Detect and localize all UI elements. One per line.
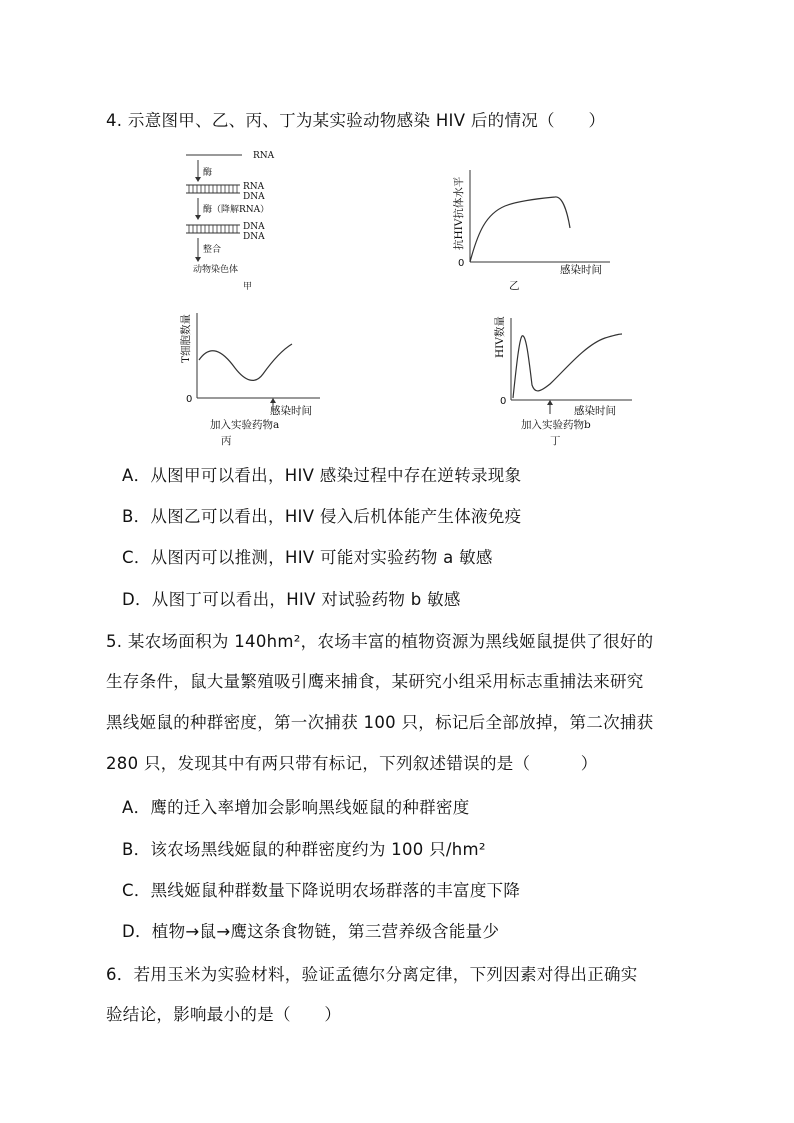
figure-ding-ylabel: HIV数量: [494, 316, 506, 358]
figure-bing-drug: 加入实验药物a: [210, 419, 280, 431]
integrate-label: 整合: [203, 245, 222, 255]
q5-stem-line-2: 生存条件，鼠大量繁殖吸引鹰来捕食，某研究小组采用标志重捕法来研究: [106, 672, 644, 691]
arrow-head-icon: [195, 215, 201, 220]
arrow-head-icon: [547, 400, 553, 405]
q5-option-d[interactable]: D．植物→鼠→鹰这条食物链，第三营养级含能量少: [122, 922, 500, 941]
hybrid-rungs: [189, 185, 237, 193]
q4-option-a[interactable]: A．从图甲可以看出，HIV 感染过程中存在逆转录现象: [122, 466, 522, 485]
hiv-curve: [513, 334, 622, 398]
antibody-curve: [470, 197, 570, 262]
q6-stem-line-2: 验结论，影响最小的是（ ）: [106, 1005, 342, 1024]
enzyme2-label: 酶（降解RNA）: [203, 205, 270, 215]
figure-bing-caption: 丙: [221, 435, 232, 447]
arrow-head-icon: [195, 257, 201, 262]
tcell-curve: [199, 344, 292, 380]
dsdna-label-2: DNA: [243, 232, 265, 242]
figure-jia-caption: 甲: [243, 282, 253, 292]
figure-jia-diagram: [186, 151, 275, 292]
figure-yi-origin: 0: [458, 258, 465, 269]
q4-figures: [0, 0, 794, 460]
q4-option-b[interactable]: B．从图乙可以看出，HIV 侵入后机体能产生体液免疫: [122, 507, 522, 526]
q5-option-b[interactable]: B．该农场黑线姬鼠的种群密度约为 100 只/hm²: [122, 840, 486, 859]
figure-yi-ylabel: 抗HIV抗体水平: [453, 176, 465, 250]
figure-bing-ylabel: T细胞数量: [180, 313, 192, 363]
figure-bing-chart: [179, 313, 320, 447]
q4-option-d[interactable]: D．从图丁可以看出，HIV 对试验药物 b 敏感: [122, 590, 461, 609]
q5-option-c[interactable]: C．黑线姬鼠种群数量下降说明农场群落的丰富度下降: [122, 881, 521, 900]
hybrid-rna-label: RNA: [243, 182, 265, 192]
q5-option-a[interactable]: A．鹰的迁入率增加会影响黑线姬鼠的种群密度: [122, 798, 470, 817]
q4-option-c[interactable]: C．从图丙可以推测，HIV 可能对实验药物 a 敏感: [122, 548, 493, 567]
q5-stem-line-1: 5. 某农场面积为 140hm²，农场丰富的植物资源为黑线姬鼠提供了很好的: [106, 632, 654, 651]
hybrid-dna-label: DNA: [243, 192, 265, 202]
figure-ding-xlabel: 感染时间: [574, 405, 616, 417]
figure-bing-xlabel: 感染时间: [270, 405, 312, 417]
arrow-head-icon: [195, 177, 201, 182]
question-4-stem: 4. 示意图甲、乙、丙、丁为某实验动物感染 HIV 后的情况（ ）: [106, 111, 606, 130]
figure-ding-chart: [493, 316, 632, 447]
figure-ding-caption: 丁: [550, 435, 561, 447]
figure-ding-drug: 加入实验药物b: [521, 419, 591, 431]
figure-yi-chart: [452, 170, 610, 292]
figure-bing-origin: 0: [186, 394, 193, 405]
chromosome-label: 动物染色体: [193, 265, 239, 275]
q6-stem-line-1: 6．若用玉米为实验材料，验证孟德尔分离定律，下列因素对得出正确实: [106, 965, 638, 984]
rna-top-label: RNA: [253, 151, 275, 161]
arrow-head-icon: [270, 398, 276, 403]
dsdna-label-1: DNA: [243, 222, 265, 232]
q5-stem-line-3: 黑线姬鼠的种群密度，第一次捕获 100 只，标记后全部放掉，第二次捕获: [106, 713, 654, 732]
q5-stem-line-4: 280 只，发现其中有两只带有标记，下列叙述错误的是（ ）: [106, 754, 598, 773]
figure-yi-caption: 乙: [509, 280, 520, 292]
figure-yi-xlabel: 感染时间: [560, 264, 602, 276]
enzyme1-label: 酶: [203, 168, 213, 178]
dsdna-rungs: [189, 225, 237, 233]
figure-ding-origin: 0: [500, 396, 507, 407]
